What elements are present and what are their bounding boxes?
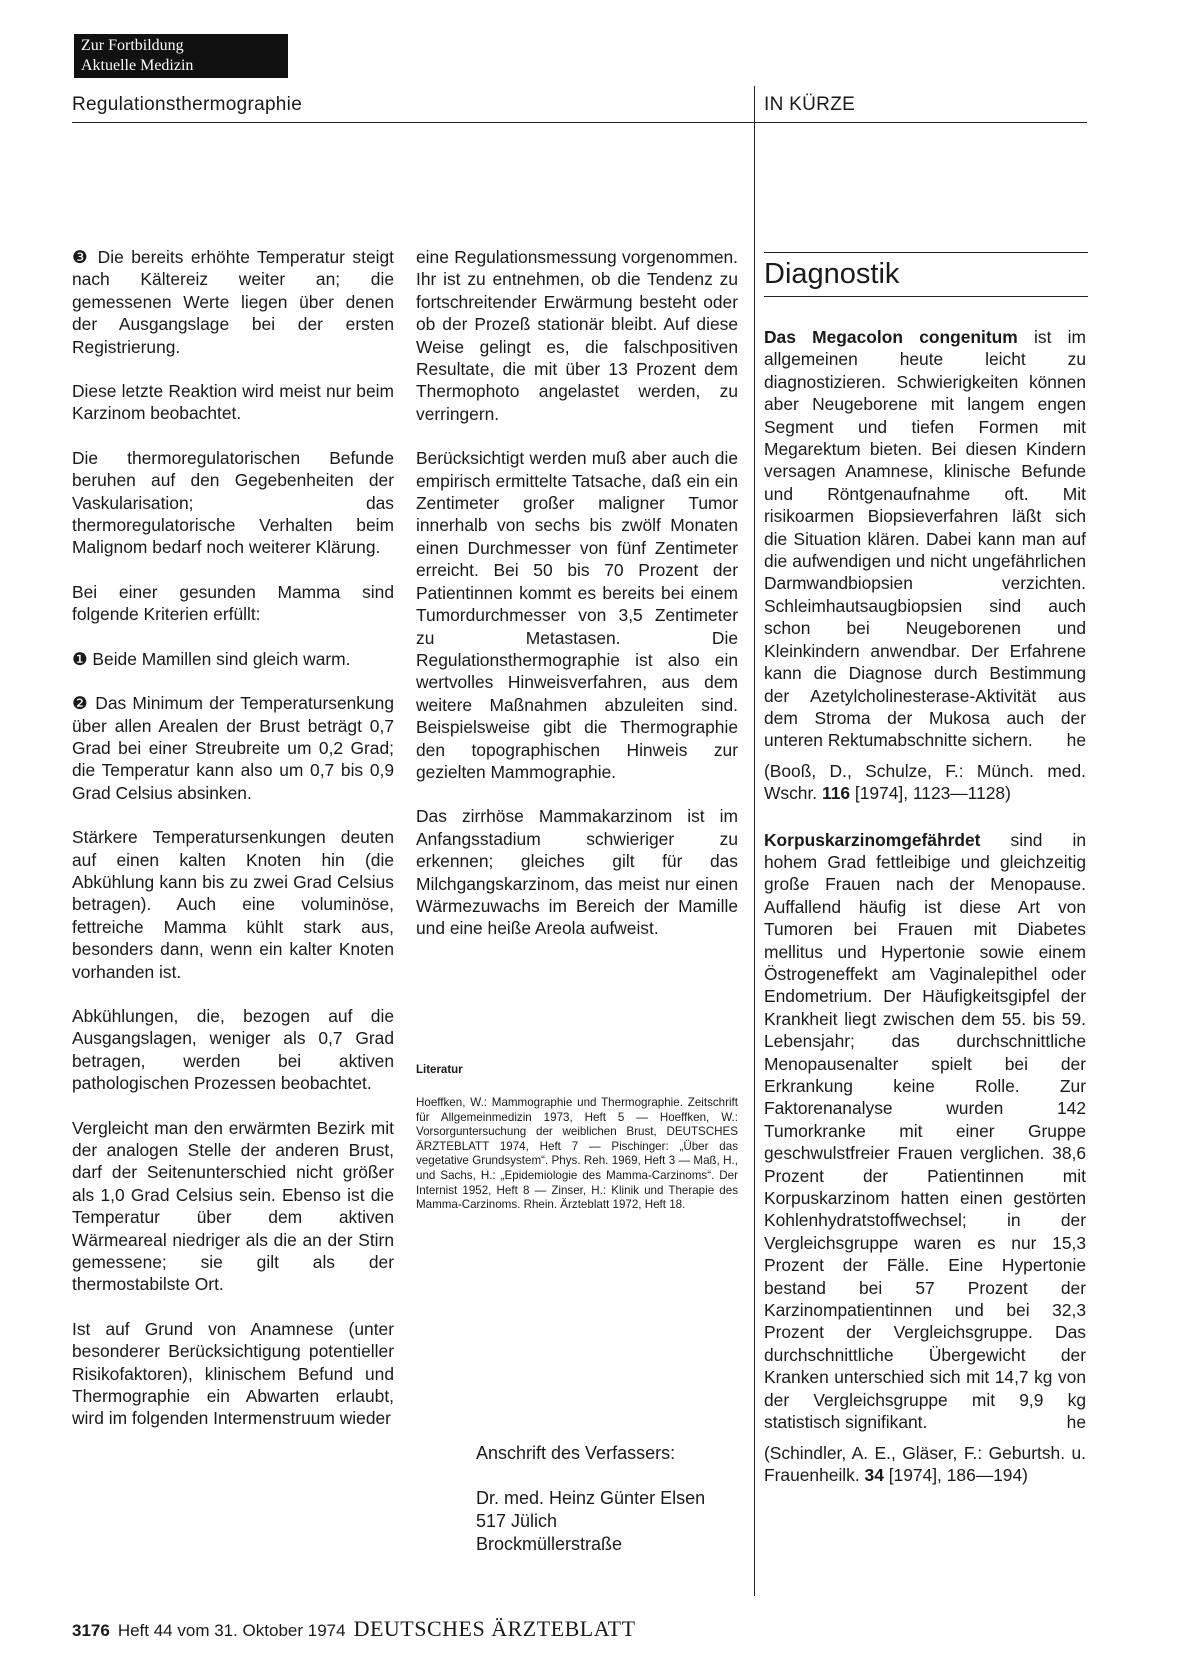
- paragraph: Vergleicht man den erwärmten Bezirk mit der analogen Stelle der anderen Brust, darf der Seitenunterschied nicht größer als 1,0 Grad Celsius sein. Ebenso ist die Temperatur über dem aktiven Wärmeareal niedriger als die an der Stirn gemessene; sie gilt als der thermostabilste Ort.: [72, 1117, 394, 1295]
- column-title: Diagnostik: [764, 258, 900, 290]
- section-title: Regulationsthermographie: [72, 94, 303, 115]
- paragraph: Das zirrhöse Mammakarzinom ist im Anfangsstadium schwieriger zu erkennen; gleiches gilt für das Milchgangskarzinom, das meist nur einen Wärmezuwachs im Bereich der Mamille und eine heiße Areola aufweist.: [416, 806, 738, 939]
- badge-line-1: Zur Fortbildung: [81, 37, 184, 54]
- article-lead: Korpuskarzinomgefährdet: [764, 829, 981, 850]
- reference-pages: [1974], 186—194): [883, 1464, 1028, 1485]
- paragraph: Stärkere Temperatursenkungen deuten auf einen kalten Knoten hin (die Abkühlung kann bis zu zwei Grad Celsius betragen). Auch eine voluminöse, fettreiche Mamma kühlt stark aus, besonders dann, wenn ein kalter Knoten vorhanden ist.: [72, 827, 394, 982]
- issue-info: Heft 44 vom 31. Oktober 1974: [117, 1621, 346, 1640]
- badge-line-2: Aktuelle Medizin: [81, 57, 194, 74]
- article-text: ist im allgemeinen heute leicht zu diagnostizieren. Schwierigkeiten können aber Neugeborene mit langem engen Segment und tiefen Formen mit Megarektum bieten. Bei diesen Kindern versagen Anamnese, klinische Befunde und Röntgenaufnahme oft. Mit risikoarmen Biopsieverfahren läßt sich die Situation klären. Dabei kann man auf die aufwendigen und nicht ungefährlichen Darmwandbiopsien verzichten. Schleimhautsaugbiopsien sind auch schon bei Neugeborenen und Kleinkindern anwendbar. Der Erfahrene kann die Diagnose durch Bestimmung der Azetylcholinesterase-Aktivität aus dem Stroma der Mukosa auch der unteren Rektumabschnitte sichern.: [764, 327, 1086, 751]
- reference-text: (Booß, D., Schulze, F.: Münch. med. Wschr.: [764, 760, 1086, 804]
- magazine-name: DEUTSCHES ÄRZTEBLATT: [353, 1616, 636, 1641]
- address-city: 517 Jülich: [476, 1511, 558, 1531]
- author-name: Dr. med. Heinz Günter Elsen: [476, 1488, 706, 1508]
- reference-volume: 116: [821, 783, 851, 804]
- article-korpuskarzinom: [764, 829, 1086, 1434]
- paragraph: Diese letzte Reaktion wird meist nur beim Karzinom beobachtet.: [72, 381, 394, 424]
- paragraph: Ist auf Grund von Anamnese (unter besonderer Berücksichtigung potentieller Risikofaktoren), klinischem Befund und Thermographie ein Abwarten erlaubt, wird im folgenden Intermenstruum wieder: [72, 1318, 394, 1429]
- paragraph: ❸ Die bereits erhöhte Temperatur steigt nach Kältereiz weiter an; die gemessenen Werte liegen über denen der Ausgangslage bei der ersten Registrierung.: [72, 247, 394, 357]
- criterion-2: ❷ Das Minimum der Temperatursenkung über allen Arealen der Brust beträgt 0,7 Grad bei einer Streubreite um 0,2 Grad; die Temperatur kann also um 0,7 bis 0,9 Grad Celsius absinken.: [72, 693, 394, 803]
- criterion-1: ❶ Beide Mamillen sind gleich warm.: [72, 648, 351, 669]
- article-megacolon: [764, 326, 1086, 752]
- paragraph: Die thermoregulatorischen Befunde beruhen auf den Gegebenheiten der Vaskularisation; das thermoregulatorische Verhalten beim Malignom bedarf noch weiterer Klärung.: [72, 447, 394, 558]
- address-street: Brockmüllerstraße: [476, 1534, 623, 1554]
- reference-pages: [1974], 1123—1128): [850, 783, 1011, 804]
- author-address: [476, 1442, 746, 1556]
- department-badge: [74, 34, 288, 78]
- reference-text: (Schindler, A. E., Gläser, F.: Geburtsh. u. Frauenheilk.: [764, 1442, 1086, 1485]
- diagnostik-title: [764, 256, 899, 292]
- literature-heading: Literatur: [416, 1064, 463, 1076]
- address-label: Anschrift des Verfassers:: [476, 1443, 676, 1463]
- author-initials: he: [1066, 1412, 1086, 1433]
- article-reference: [764, 760, 1086, 805]
- literature-references: Hoeffken, W.: Mammographie und Thermographie. Zeitschrift für Allgemeinmedizin 1973, Heft 5 — Hoeffken, W.: Vorsorguntersuchung der weiblichen Brust, DEUTSCHES ÄRZTEBLATT 1974, Heft 7 — Pischinger: „Über das vegetative Grundsystem“. Phys. Reh. 1969, Heft 3 — Maß, H., und Sachs, H.: „Epidemiologie des Mamma-Carzinoms“. Der Internist 1952, Heft 8 — Zinser, H.: Klinik und Therapie des Mamma-Carzinoms. Rhein. Ärzteblatt 1972, Heft 18.: [416, 1096, 738, 1212]
- header-rule: [72, 122, 1087, 123]
- paragraph: eine Regulationsmessung vorgenommen. Ihr ist zu entnehmen, ob die Tendenz zu fortschreitender Erwärmung besteht oder ob der Prozeß stationär bleibt. Auf diese Weise gelingt es, die falschpositiven Resultate, die mit über 13 Prozent dem Thermophoto angelastet werden, zu verringern.: [416, 247, 738, 424]
- page-footer: [72, 1616, 636, 1642]
- title-rule-top: [764, 252, 1088, 253]
- column-2: [416, 246, 738, 962]
- column-1: [72, 246, 394, 1430]
- title-rule-bottom: [764, 296, 1088, 297]
- article-lead: Das Megacolon congenitum: [764, 327, 1018, 347]
- sidebar-section-title: IN KÜRZE: [764, 94, 856, 115]
- column-divider: [754, 86, 755, 1596]
- article-reference: [764, 1442, 1086, 1487]
- paragraph: Abkühlungen, die, bezogen auf die Ausgangslagen, weniger als 0,7 Grad betragen, werden bei aktiven pathologischen Prozessen beobachtet.: [72, 1005, 394, 1094]
- article-text: sind in hohem Grad fettleibige und gleichzeitig große Frauen nach der Menopause. Auffallend häufig ist diese Art von Tumoren bei Frauen mit Diabetes mellitus und Hypertonie sowie einem Östrogeneffekt am Vaginalepithel oder Endometrium. Der Häufigkeitsgipfel der Krankheit liegt zwischen dem 55. bis 59. Lebensjahr; das durchschnittliche Menopausenalter spielt bei der Erkrankung keine Rolle. Zur Faktorenanalyse wurden 142 Tumorkranke mit einer Gruppe geschwulstfreier Frauen verglichen. 38,6 Prozent der Patientinnen mit Korpuskarzinom hatten einen gestörten Kohlenhydratstoffwechsel; in der Vergleichsgruppe waren es nur 15,3 Prozent der Fälle. Eine Hypertonie bestand bei 57 Prozent der Karzinompatientinnen und bei 32,3 Prozent der Vergleichsgruppe. Das durchschnittliche Übergewicht der Kranken unterschied sich mit 14,7 kg von der Vergleichsgruppe mit 9,9 kg statistisch signifikant.: [764, 829, 1086, 1433]
- author-initials: he: [1066, 730, 1086, 751]
- paragraph: Berücksichtigt werden muß aber auch die empirisch ermittelte Tatsache, daß ein ein Zentimeter großer maligner Tumor innerhalb von sechs bis zwölf Monaten einen Durchmesser von fünf Zentimeter erreicht. Bei 50 bis 70 Prozent der Patientinnen kommt es bereits bei einem Tumordurchmesser von 3,5 Zentimeter zu Metastasen. Die Regulationsthermographie ist also ein wertvolles Hinweisverfahren, aus dem weitere Maßnahmen abzuleiten sind. Beispielsweise gibt die Thermographie den topographischen Hinweis zur gezielten Mammographie.: [416, 448, 738, 782]
- page-number: 3176: [72, 1621, 110, 1640]
- column-3: [764, 326, 1086, 1486]
- paragraph: Bei einer gesunden Mamma sind folgende Kriterien erfüllt:: [72, 581, 394, 625]
- reference-volume: 34: [864, 1464, 884, 1485]
